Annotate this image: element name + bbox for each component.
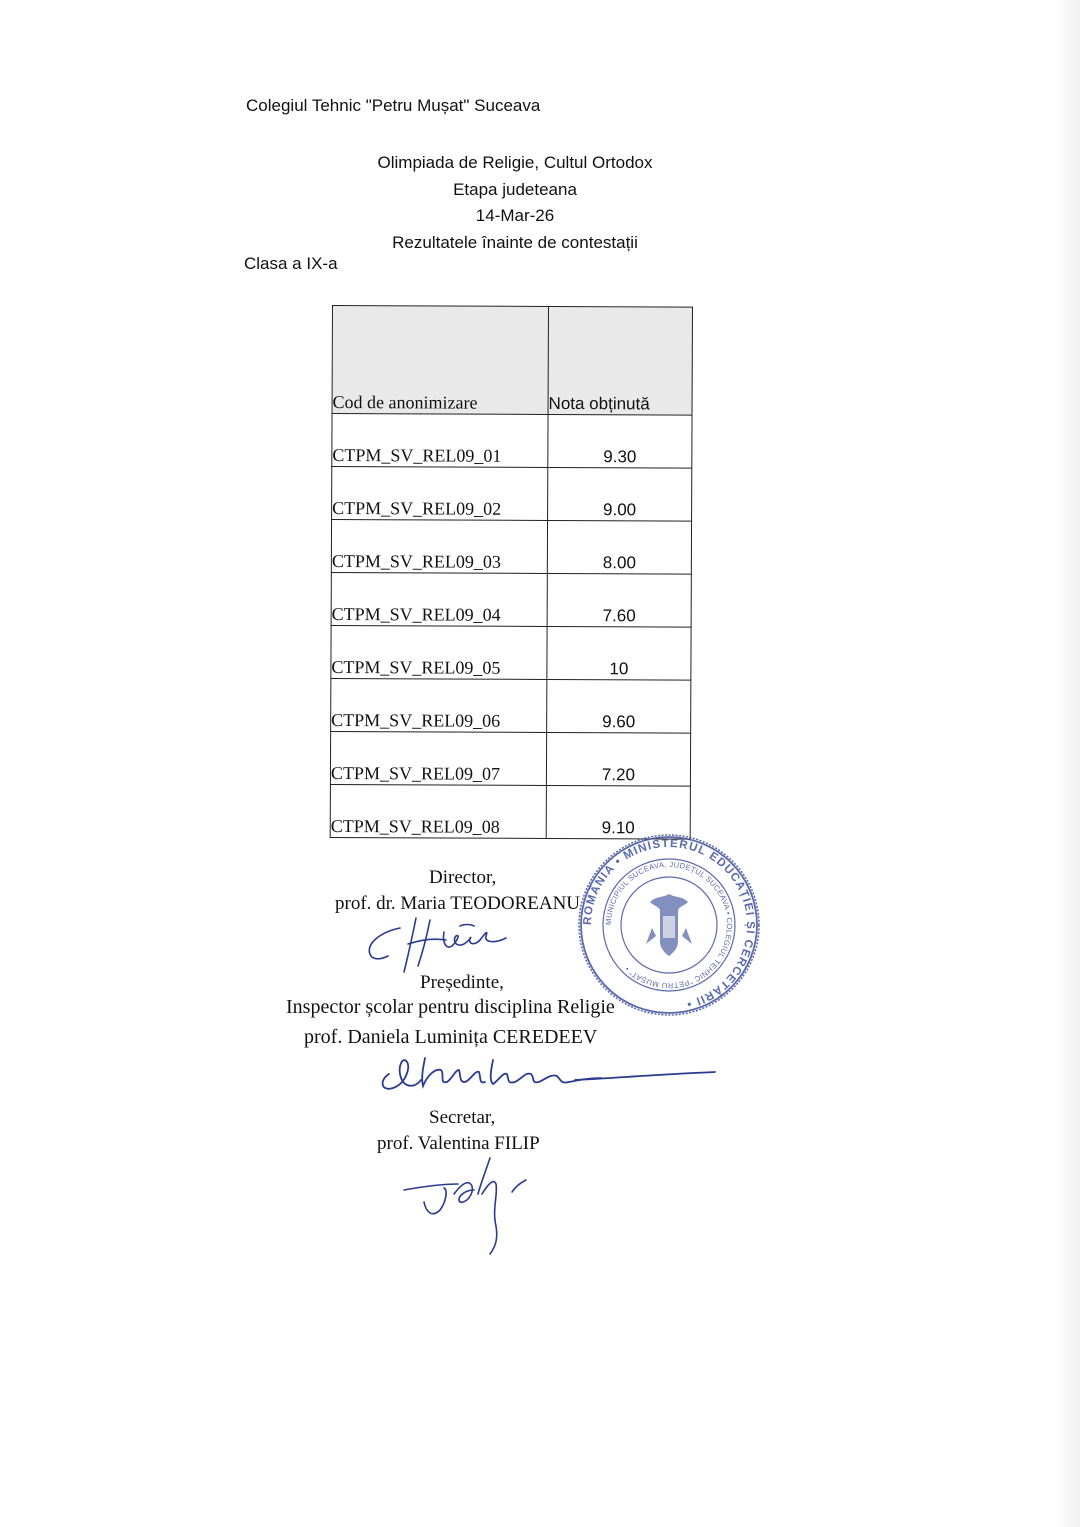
director-signature <box>360 910 520 980</box>
table-row <box>332 467 692 522</box>
grade-cell: 8.00 <box>547 520 691 574</box>
coat-of-arms-icon <box>646 894 692 956</box>
table-row <box>330 731 690 786</box>
president-signature <box>375 1040 720 1100</box>
code-cell: CTPM_SV_REL09_07 <box>330 731 546 785</box>
official-stamp <box>576 832 762 1018</box>
table-row <box>330 784 690 839</box>
director-name: prof. dr. Maria TEODOREANU <box>335 893 581 914</box>
results-table <box>330 305 693 840</box>
table-row <box>332 414 692 469</box>
page-edge-shadow <box>1054 0 1080 1527</box>
olympiad-title: Olimpiada de Religie, Cultul Ortodox <box>377 153 653 172</box>
code-cell: CTPM_SV_REL09_04 <box>331 572 547 626</box>
code-cell: CTPM_SV_REL09_01 <box>332 414 548 468</box>
code-cell: CTPM_SV_REL09_08 <box>330 784 546 838</box>
grade-cell: 9.60 <box>547 679 691 733</box>
school-name: Colegiul Tehnic "Petru Mușat" Suceava <box>246 96 541 115</box>
grade-cell: 9.10 <box>546 785 690 839</box>
code-cell: CTPM_SV_REL09_05 <box>331 625 547 679</box>
director-title: Director, <box>429 867 497 888</box>
inspector-line: Inspector școlar pentru disciplina Religie <box>286 996 615 1018</box>
document-header <box>340 150 690 256</box>
date-label: 14-Mar-26 <box>475 206 555 225</box>
secretary-title: Secretar, <box>429 1107 496 1128</box>
table-header-row <box>332 306 692 416</box>
table-row <box>331 520 691 575</box>
code-cell: CTPM_SV_REL09_03 <box>331 520 547 574</box>
code-cell: CTPM_SV_REL09_06 <box>331 678 547 732</box>
grade-cell: 9.30 <box>548 414 692 468</box>
column-header-code: Cod de anonimizare <box>332 306 548 415</box>
grade-cell: 9.00 <box>548 467 692 521</box>
code-cell: CTPM_SV_REL09_02 <box>332 467 548 521</box>
president-name: prof. Daniela Luminița CEREDEEV <box>304 1026 598 1048</box>
table-row <box>331 625 691 680</box>
column-header-grade: Nota obținută <box>548 306 692 415</box>
stamp-outer-text: ROMÂNIA • MINISTERUL EDUCAȚIEI ȘI CERCETĂRII • <box>581 837 757 1011</box>
results-title: Rezultatele înainte de contestații <box>392 232 638 252</box>
table-row <box>331 572 691 627</box>
president-title: Președinte, <box>420 972 504 993</box>
grade-cell: 7.60 <box>547 573 691 627</box>
table-row <box>331 678 691 733</box>
class-label: Clasa a IX-a <box>244 254 338 273</box>
stage-label: Etapa judeteana <box>453 179 577 199</box>
grade-cell: 7.20 <box>546 732 690 786</box>
grade-cell: 10 <box>547 626 691 680</box>
secretary-signature <box>396 1150 556 1260</box>
secretary-name: prof. Valentina FILIP <box>377 1133 540 1154</box>
stamp-inner-text: MUNICIPIUL SUCEAVA, JUDEȚUL SUCEAVA • COLEGIUL TEHNIC "PETRU MUȘAT" • <box>603 859 735 991</box>
